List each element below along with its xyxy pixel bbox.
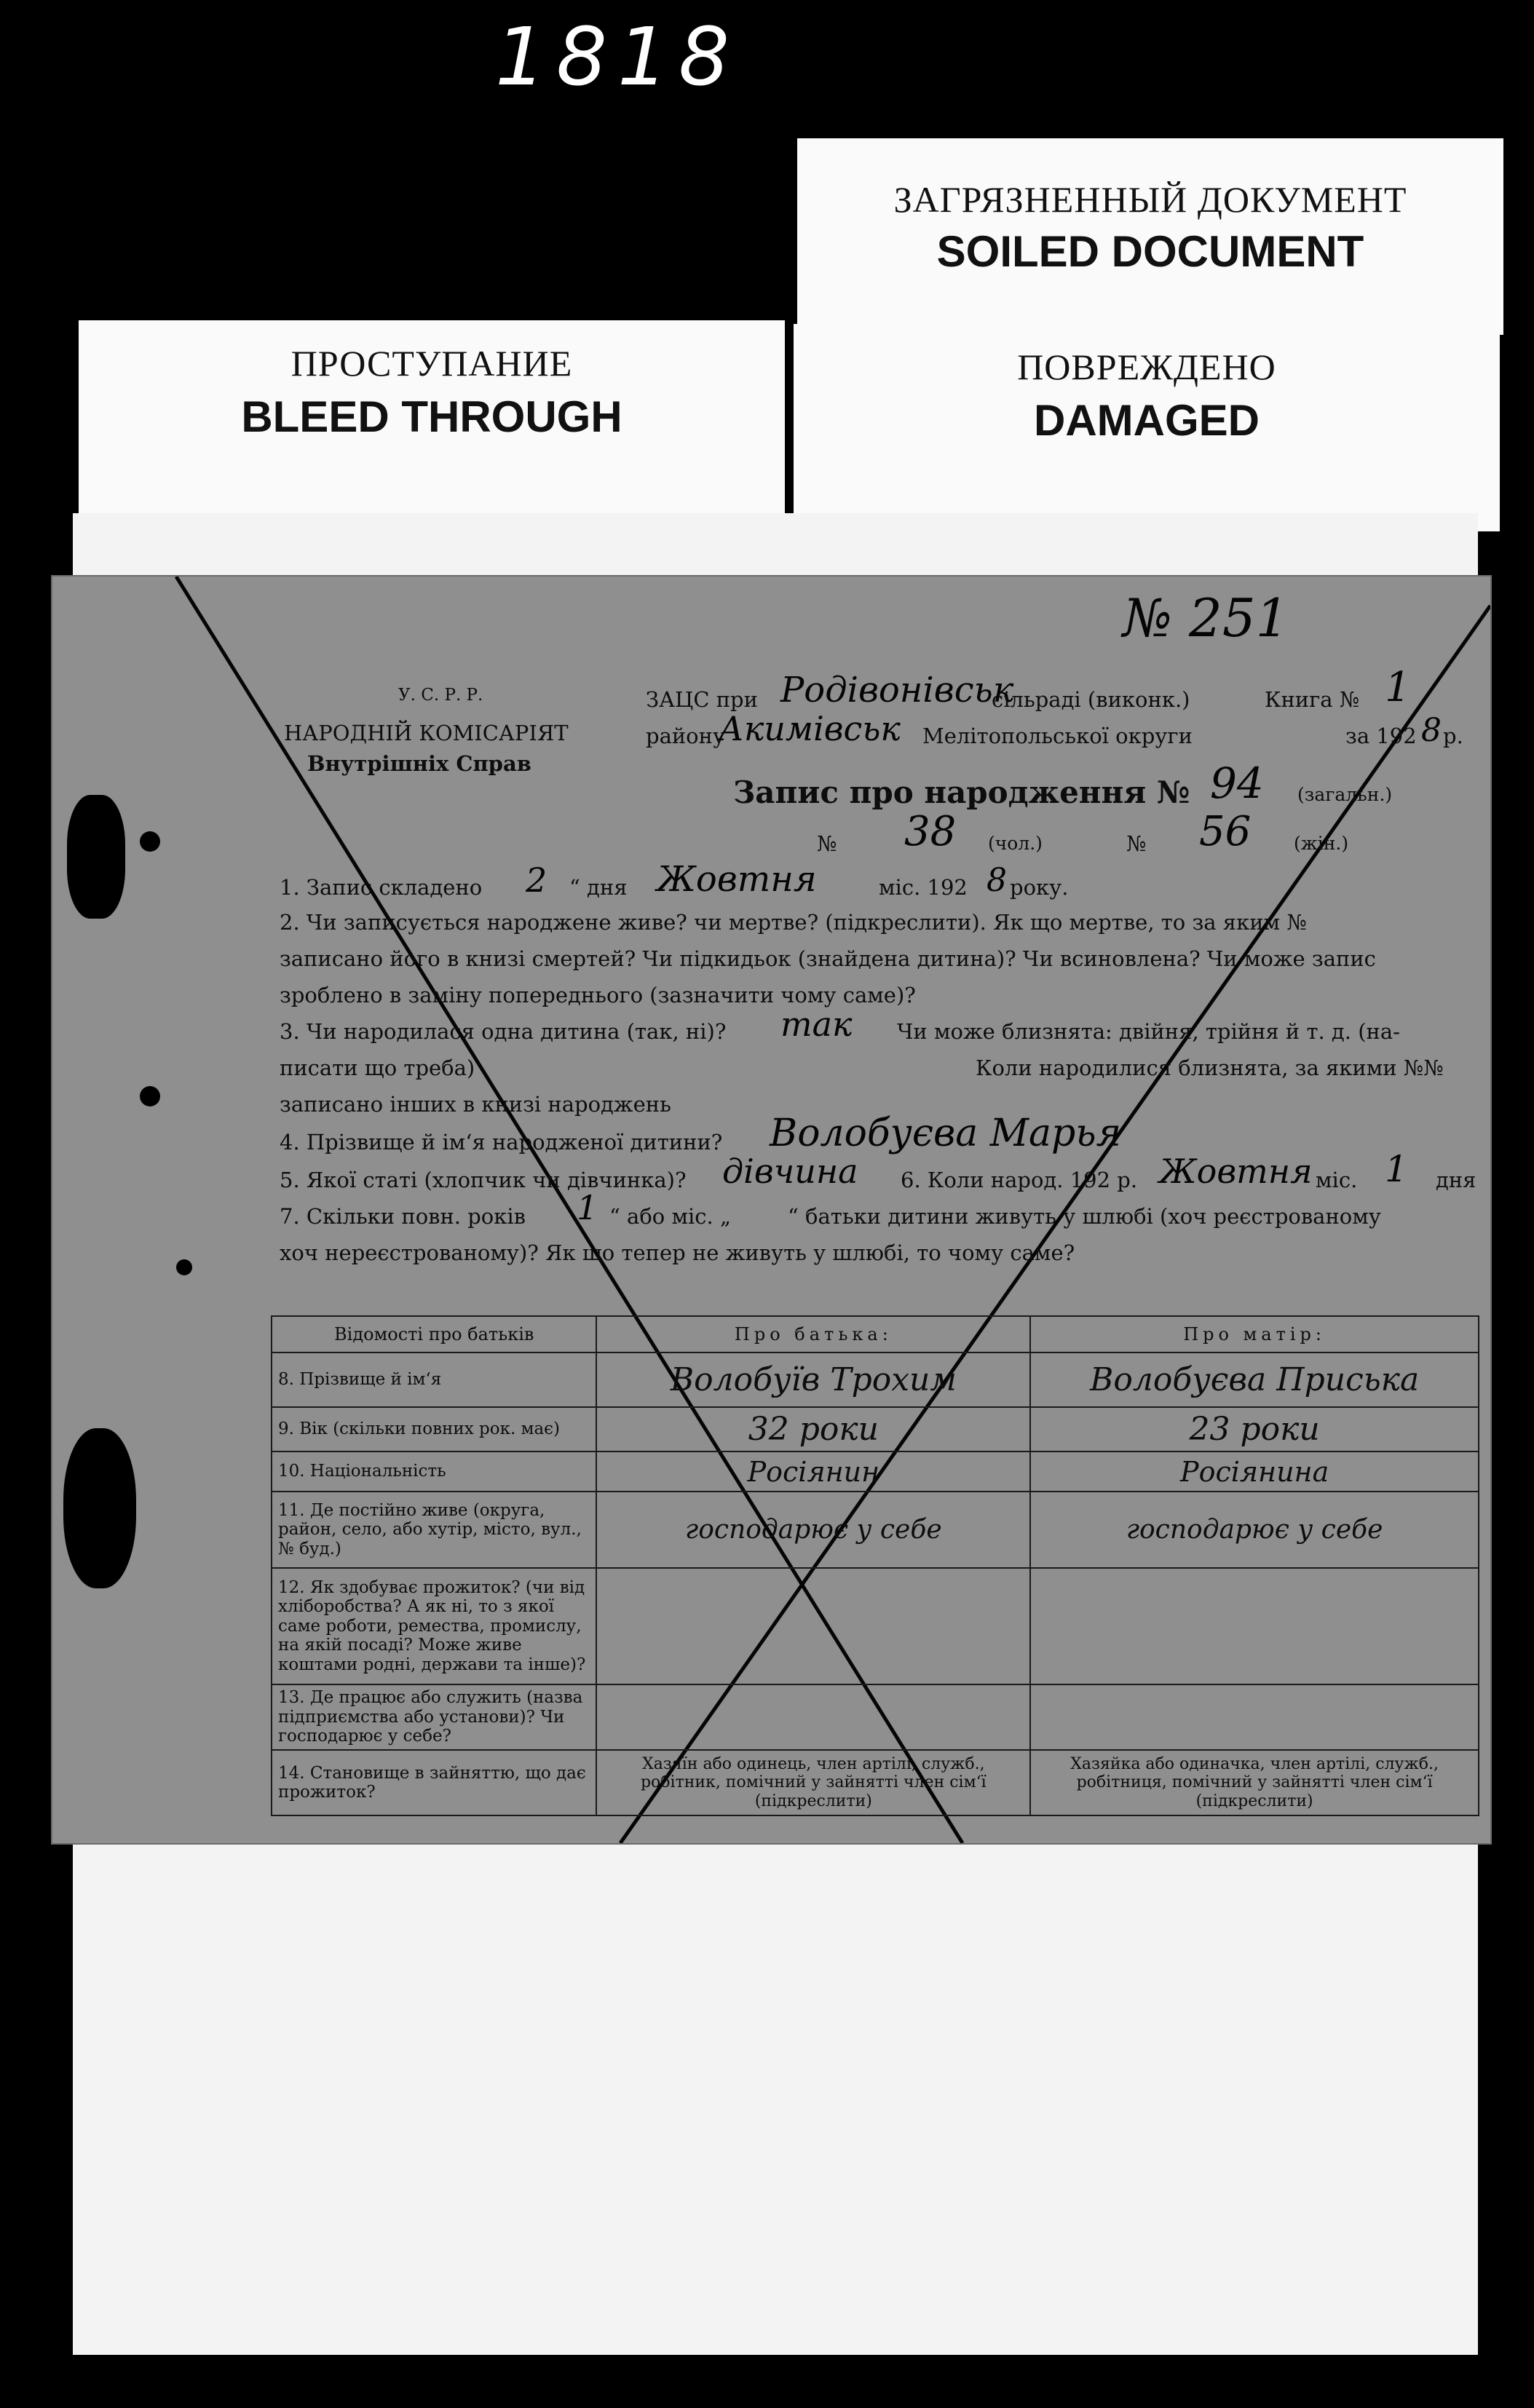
table-row bbox=[272, 1492, 1479, 1568]
header-commissariat: НАРОДНІЙ КОМІСАРІЯТ bbox=[284, 721, 569, 745]
father-occupation-status: Хазяїн або одинець, член артілі, служб., робітник, помічний у зайнятті член сім‘ї (підкреслити) bbox=[596, 1750, 1030, 1815]
punch-hole bbox=[140, 831, 160, 852]
q3-line2-a: писати що треба) bbox=[280, 1056, 475, 1080]
q4-child-name-value: Волобуєва Марья bbox=[770, 1112, 1122, 1155]
row-question: 10. Національність bbox=[272, 1451, 596, 1492]
mother-workplace bbox=[1030, 1684, 1479, 1750]
district-prefix: району bbox=[646, 724, 726, 748]
q2-line2: записано його в книзі смертей? Чи підкидьок (знайдена дитина)? Чи всиновлена? Чи може запис bbox=[280, 946, 1376, 971]
parents-table bbox=[271, 1315, 1479, 1816]
row-question: 9. Вік (скільки повних рок. має) bbox=[272, 1407, 596, 1451]
q6-label: 6. Коли народ. 192 р. bbox=[901, 1168, 1138, 1192]
header-ussr: У. С. Р. Р. bbox=[398, 686, 483, 705]
birth-record-card bbox=[51, 575, 1492, 1845]
soiled-document-label bbox=[797, 138, 1503, 335]
row-question: 8. Прізвище й ім‘я bbox=[272, 1352, 596, 1407]
year-digit-value: 8 bbox=[1421, 712, 1442, 749]
damaged-label-ru: ПОВРЕЖДЕНО bbox=[1017, 346, 1276, 387]
table-header-father: Про батька: bbox=[596, 1316, 1030, 1352]
q6-month-value: Жовтня bbox=[1159, 1152, 1313, 1191]
mother-age: 23 роки bbox=[1030, 1407, 1479, 1451]
table-row bbox=[272, 1352, 1479, 1407]
zags-village-value: Родівонівськ bbox=[780, 670, 1014, 710]
table-row bbox=[272, 1407, 1479, 1451]
zags-suffix: сільраді (виконк.) bbox=[992, 687, 1190, 712]
male-label: (чол.) bbox=[988, 833, 1043, 854]
father-age: 32 роки bbox=[596, 1407, 1030, 1451]
district-value: Акимівськ bbox=[719, 709, 901, 748]
q6-mis: міс. bbox=[1316, 1168, 1358, 1192]
table-row bbox=[272, 1750, 1479, 1815]
year-prefix: за 192 bbox=[1345, 724, 1417, 748]
book-label: Книга № bbox=[1265, 687, 1360, 712]
record-title: Запис про народження № bbox=[733, 775, 1190, 810]
father-residence: господарює у себе bbox=[596, 1492, 1030, 1568]
q4-label: 4. Прізвище й ім‘я народженої дитини? bbox=[280, 1130, 723, 1155]
table-row bbox=[272, 1684, 1479, 1750]
q7-line1-c: “ батьки дитини живуть у шлюбі (хоч реєстрованому bbox=[788, 1204, 1381, 1229]
q5-label: 5. Якої статі (хлопчик чи дівчинка)? bbox=[280, 1168, 687, 1192]
q7-line1-a: 7. Скільки повн. років bbox=[280, 1204, 526, 1229]
bleed-label-ru: ПРОСТУПАНИЕ bbox=[290, 343, 573, 384]
soiled-label-ru: ЗАГРЯЗНЕННЫЙ ДОКУМЕНТ bbox=[893, 179, 1407, 220]
female-number-value: 56 bbox=[1199, 808, 1252, 855]
q2-line1: 2. Чи записується народжене живе? чи мертве? (підкреслити). Як що мертве, то за яким № bbox=[280, 910, 1307, 935]
table-header-info: Відомості про батьків bbox=[272, 1316, 596, 1352]
q6-day-value: 1 bbox=[1385, 1148, 1408, 1190]
q1-suffix: міс. 192 bbox=[879, 875, 968, 900]
mother-nationality: Росіянина bbox=[1030, 1451, 1479, 1492]
q1-year-value: 8 bbox=[987, 862, 1007, 899]
soiled-label-en: SOILED DOCUMENT bbox=[936, 227, 1364, 276]
q3-answer-value: так bbox=[780, 1005, 853, 1044]
q7-line2: хоч нереєстрованому)? Як що тепер не живуть у шлюбі, то чому саме? bbox=[280, 1240, 1075, 1265]
year-suffix: р. bbox=[1443, 724, 1463, 748]
stain-mark bbox=[67, 795, 125, 919]
father-surname-name: Волобуїв Трохим bbox=[596, 1352, 1030, 1407]
row-question: 11. Де постійно живе (округа, район, село, або хутір, місто, вул., № буд.) bbox=[272, 1492, 596, 1568]
damaged-label-en: DAMAGED bbox=[1034, 396, 1260, 445]
record-stamp-number: № 251 bbox=[1123, 587, 1289, 649]
q1-day-value: 2 bbox=[526, 860, 547, 900]
row-question: 13. Де працює або служить (назва підприємства або установи)? Чи господарює у себе? bbox=[272, 1684, 596, 1750]
mother-livelihood bbox=[1030, 1568, 1479, 1684]
q3-line1-b: Чи може близнята: двійня, трійня й т. д. (на- bbox=[897, 1019, 1400, 1044]
book-number-value: 1 bbox=[1385, 664, 1411, 711]
table-row bbox=[272, 1451, 1479, 1492]
father-workplace bbox=[596, 1684, 1030, 1750]
q2-line3: зроблено в заміну попереднього (зазначити чому саме)? bbox=[280, 983, 916, 1007]
q6-dnya: дня bbox=[1436, 1168, 1476, 1192]
q5-sex-value: дівчина bbox=[722, 1152, 858, 1191]
reel-number: 1818 bbox=[495, 10, 740, 103]
table-header-mother: Про матір: bbox=[1030, 1316, 1479, 1352]
table-row bbox=[272, 1568, 1479, 1684]
mother-surname-name: Волобуєва Приська bbox=[1030, 1352, 1479, 1407]
q1-day-label: “ дня bbox=[569, 875, 628, 900]
header-internal-affairs: Внутрішніх Справ bbox=[307, 751, 531, 776]
mother-residence: господарює у себе bbox=[1030, 1492, 1479, 1568]
damaged-label bbox=[794, 324, 1500, 531]
bleed-through-label bbox=[79, 320, 785, 531]
zags-prefix: ЗАЦС при bbox=[646, 687, 758, 712]
q3-line1-a: 3. Чи народилася одна дитина (так, ні)? bbox=[280, 1019, 727, 1044]
male-number-value: 38 bbox=[904, 808, 957, 855]
q3-line2-b: Коли народилися близнята, за якими №№ bbox=[976, 1056, 1444, 1080]
female-label: (жін.) bbox=[1294, 833, 1349, 854]
bleed-label-en: BLEED THROUGH bbox=[241, 392, 622, 441]
row-question: 14. Становище в зайняттю, що дає прожиток? bbox=[272, 1750, 596, 1815]
district-suffix: Мелітопольської округи bbox=[922, 724, 1193, 748]
table-header-row bbox=[272, 1316, 1479, 1352]
mother-occupation-status: Хазяйка або одиначка, член артілі, служб., робітниця, помічний у зайнятті член сім‘ї (підкреслити) bbox=[1030, 1750, 1479, 1815]
female-no-sign: № bbox=[1126, 831, 1147, 856]
stain-mark bbox=[63, 1428, 136, 1588]
father-livelihood bbox=[596, 1568, 1030, 1684]
q1-prefix: 1. Запис складено bbox=[280, 875, 483, 900]
punch-hole bbox=[140, 1086, 160, 1106]
row-question: 12. Як здобуває прожиток? (чи від хліборобства? А як ні, то з якої саме роботи, ремества, промислу, на якій посаді? Може живе коштами родні, держави та інше)? bbox=[272, 1568, 596, 1684]
q1-end: року. bbox=[1010, 875, 1069, 900]
total-label: (загальн.) bbox=[1297, 784, 1393, 805]
father-nationality: Росіянин bbox=[596, 1451, 1030, 1492]
punch-hole bbox=[176, 1259, 192, 1275]
male-no-sign: № bbox=[817, 831, 837, 856]
q3-line3: записано інших в книзі народжень bbox=[280, 1092, 671, 1117]
q7-line1-b: “ або міс. „ bbox=[609, 1204, 732, 1229]
total-number-value: 94 bbox=[1210, 759, 1264, 808]
q1-month-value: Жовтня bbox=[657, 859, 817, 900]
q7-years-value: 1 bbox=[577, 1188, 598, 1227]
